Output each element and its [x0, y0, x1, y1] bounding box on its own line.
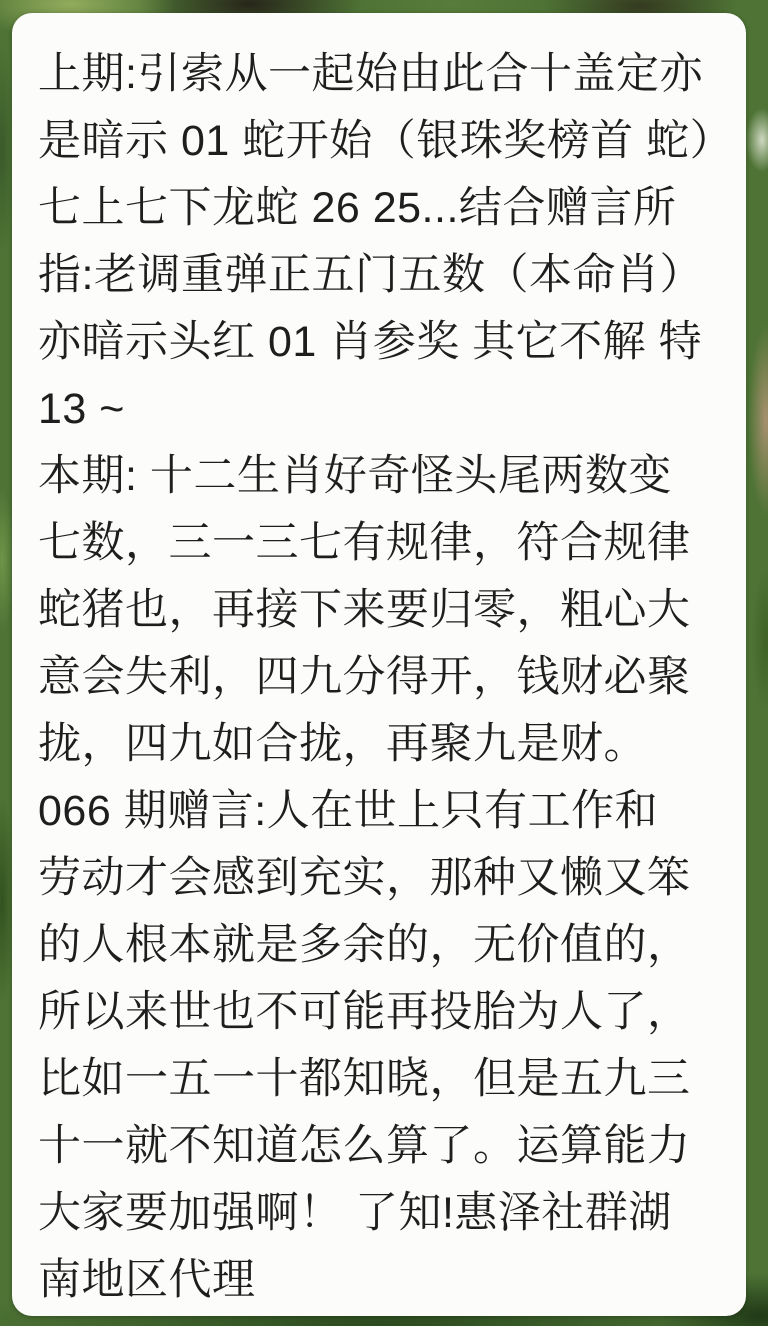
message-card: [12, 13, 746, 1316]
text-line: 南地区代理: [38, 1256, 256, 1304]
text-line: 是暗示 01 蛇开始（银珠奖榜首 蛇）: [38, 117, 734, 165]
text-line: 亦暗示头红 01 肖参奖 其它不解 特: [38, 318, 703, 366]
text-line: 比如一五一十都知晓，但是五九三: [38, 1055, 691, 1103]
text-line: 大家要加强啊！ 了知!惠泽社群湖: [38, 1189, 672, 1237]
text-line: 蛇猪也，再接下来要归零，粗心大: [38, 586, 691, 634]
text-line: 指:老调重弹正五门五数（本命肖）: [38, 251, 703, 299]
text-line: 拢，四九如合拢，再聚九是财。: [38, 720, 647, 768]
text-line: 七上七下龙蛇 26 25...结合赠言所: [38, 184, 677, 232]
text-line: 066 期赠言:人在世上只有工作和: [38, 787, 659, 835]
message-text-block: [12, 13, 746, 1314]
text-line: 劳动才会感到充实，那种又懒又笨: [38, 854, 691, 902]
text-line: 七数，三一三七有规律，符合规律: [38, 519, 691, 567]
text-line: 意会失利，四九分得开，钱财必聚: [38, 653, 691, 701]
text-line: 本期: 十二生肖好奇怪头尾两数变: [38, 452, 672, 500]
text-line: 上期:引索从一起始由此合十盖定亦: [38, 50, 703, 98]
text-line: 所以来世也不可能再投胎为人了，: [38, 988, 691, 1036]
text-line: 13 ~: [38, 385, 125, 433]
text-line: 的人根本就是多余的，无价值的，: [38, 921, 691, 969]
text-line: 十一就不知道怎么算了。运算能力: [38, 1122, 691, 1170]
